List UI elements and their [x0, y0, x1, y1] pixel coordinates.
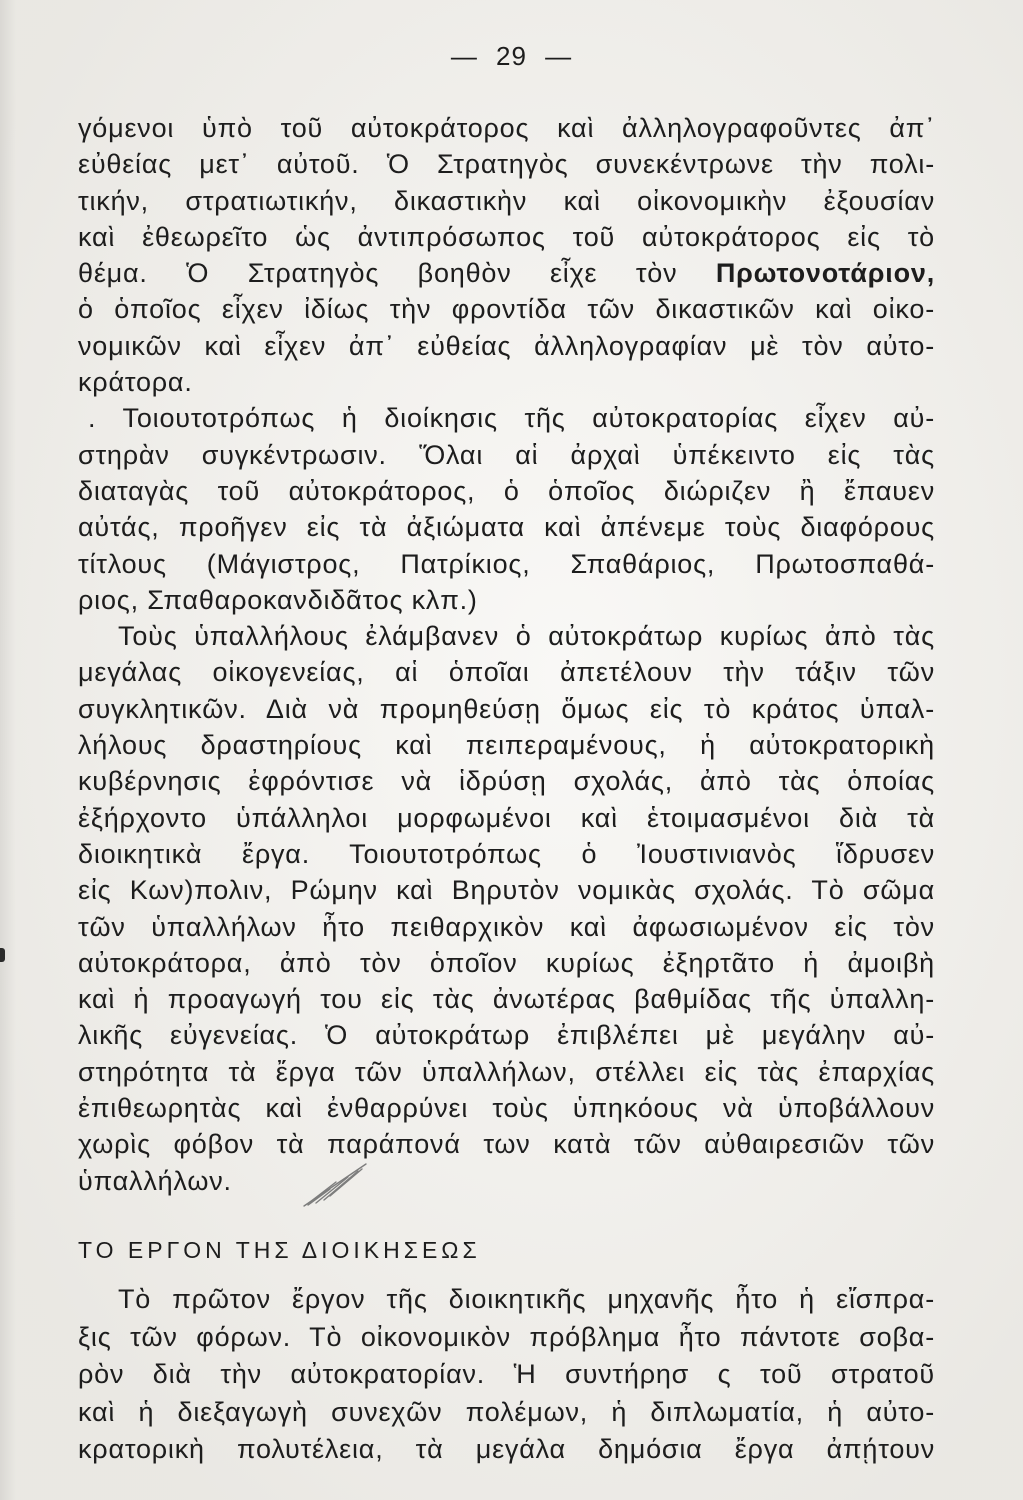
text-line-content: κυβέρνησις ἐφρόντισε νὰ ἱδρύσῃ σχολάς, ἀπὸ τὰς ὁποίας: [78, 766, 935, 797]
text-line-content: τικήν, στρατιωτικήν, δικαστικὴν καὶ οἰκονομικὴν ἐξουσίαν: [78, 185, 935, 216]
text-line: [78, 1431, 935, 1469]
text-line-content: εἰς Κων)πολιν, Ρώμην καὶ Βηρυτὸν νομικὰς σχολάς. Τὸ σῶμα: [78, 875, 935, 906]
text-line-content: αὐτάς, προῆγεν εἰς τὰ ἀξιώματα καὶ ἀπένεμε τοὺς διαφόρους: [78, 512, 935, 543]
paragraph: [78, 400, 935, 618]
text-line-content: ἐξήρχοντο ὑπάλληλοι μορφωμένοι καὶ ἑτοιμασμένοι διὰ τὰ: [78, 802, 935, 833]
text-line-content: στηρὰν συγκέντρωσιν. Ὅλαι αἱ ἀρχαὶ ὑπέκειντο εἰς τὰς: [78, 439, 935, 470]
text-line: [78, 437, 935, 473]
text-line: [78, 1090, 935, 1126]
bold-term: Πρωτονοτάριον,: [715, 258, 935, 289]
text-line: [78, 1054, 935, 1090]
text-line: [78, 146, 935, 182]
text-line-content: ἐπιθεωρητὰς καὶ ἐνθαρρύνει τοὺς ὑπηκόους νὰ ὑποβάλλουν: [78, 1093, 935, 1124]
text-line: [78, 219, 935, 255]
text-line: [78, 872, 935, 908]
text-line-content: καὶ ἡ διεξαγωγὴ συνεχῶν πολέμων, ἡ διπλωματία, ἡ αὐτο-: [78, 1396, 935, 1427]
text-line-content: γόμενοι ὑπὸ τοῦ αὐτοκράτορος καὶ ἀλληλογραφοῦντες ἀπ᾽: [78, 113, 935, 143]
text-line: [78, 981, 935, 1017]
text-line-content: διαταγὰς τοῦ αὐτοκράτορος, ὁ ὁποῖος διώριζεν ἢ ἔπαυεν: [78, 475, 935, 506]
text-line-content: καὶ ἡ προαγωγή του εἰς τὰς ἀνωτέρας βαθμίδας τῆς ὑπαλλη-: [78, 984, 935, 1015]
text-line: [78, 110, 935, 146]
text-line: [78, 763, 935, 799]
text-line-content: διοικητικὰ ἔργα. Τοιουτοτρόπως ὁ Ἰουστινιανὸς ἵδρυσεν: [78, 838, 935, 869]
text-line-content: στηρότητα τὰ ἔργα τῶν ὑπαλλήλων, στέλλει εἰς τὰς ἐπαρχίας: [78, 1056, 935, 1087]
text-line: [78, 691, 935, 727]
text-line-content: ρὸν διὰ τὴν αὐτοκρατορίαν. Ἡ συντήρησ ς τοῦ στρατοῦ: [78, 1359, 935, 1389]
text-line: [78, 945, 935, 981]
text-line: [78, 364, 935, 400]
text-line: [78, 546, 935, 582]
text-line-content: τῶν ὑπαλλήλων ἦτο πειθαρχικὸν καὶ ἀφωσιωμένον εἰς τὸν: [78, 911, 935, 942]
text-line: [78, 291, 935, 327]
margin-mark: [0, 948, 5, 962]
text-line: [78, 836, 935, 872]
text-line-content: . Τοιουτοτρόπως ἡ διοίκησις τῆς αὐτοκρατορίας εἶχεν αὐ-: [88, 403, 935, 434]
text-line-content: λήλους δραστηρίους καὶ πειπεραμένους, ἡ αὐτοκρατορικὴ: [78, 730, 935, 761]
body-text-block: [78, 1281, 935, 1469]
paragraph: [78, 110, 935, 400]
text-line: [78, 255, 935, 291]
pencil-mark: [300, 1160, 372, 1210]
text-line: [78, 1163, 935, 1199]
text-line-content: μεγάλας οἰκογενείας, αἱ ὁποῖαι ἀπετέλουν τὴν τάξιν τῶν: [78, 657, 935, 688]
text-line-content: τίτλους (Μάγιστρος, Πατρίκιος, Σπαθάριος, Πρωτοσπαθά-: [78, 548, 935, 579]
text-line: [78, 582, 935, 618]
body-text-block: [78, 110, 935, 1199]
text-line: [78, 473, 935, 509]
text-line-content: συγκλητικῶν. Διὰ νὰ προμηθεύσῃ ὅμως εἰς τὸ κράτος ὑπαλ-: [78, 693, 935, 724]
text-line-content: κράτορα.: [78, 367, 193, 398]
text-line-content: λικῆς εὐγενείας. Ὁ αὐτοκράτωρ ἐπιβλέπει μὲ μεγάλην αὐ-: [78, 1020, 935, 1051]
text-line: [78, 909, 935, 945]
text-line-content: αὐτοκράτορα, ἀπὸ τὸν ὁποῖον κυρίως ἐξηρτᾶτο ἡ ἀμοιβὴ: [78, 947, 935, 978]
text-line-content: καὶ ἐθεωρεῖτο ὡς ἀντιπρόσωπος τοῦ αὐτοκράτορος εἰς τὸ: [78, 221, 935, 252]
text-line: [78, 800, 935, 836]
text-line-content: ριος, Σπαθαροκανδιδᾶτος κλπ.): [78, 584, 478, 615]
text-line: [78, 400, 935, 436]
paragraph: [78, 618, 935, 1199]
text-line: [78, 1319, 935, 1357]
paragraph: [78, 1281, 935, 1469]
text-line-content: νομικῶν καὶ εἶχεν ἀπ᾽ εὐθείας ἀλληλογραφίαν μὲ τὸν αὐτο-: [78, 330, 935, 361]
text-line: [78, 618, 935, 654]
text-line: [78, 1017, 935, 1053]
text-line: [78, 183, 935, 219]
text-line: [78, 509, 935, 545]
text-run: θέμα. Ὁ Στρατηγὸς βοηθὸν εἶχε τὸν: [78, 258, 678, 289]
text-line: [78, 654, 935, 690]
text-line: [78, 727, 935, 763]
text-line-content: χωρὶς φόβον τὰ παράπονά των κατὰ τῶν αὐθαιρεσιῶν τῶν: [78, 1129, 935, 1160]
text-line: [78, 328, 935, 364]
text-line-content: κρατορικὴ πολυτέλεια, τὰ μεγάλα δημόσια ἔργα ἀπῄτουν: [78, 1434, 935, 1464]
text-line-content: Τοὺς ὑπαλλήλους ἐλάμβανεν ὁ αὐτοκράτωρ κυρίως ἀπὸ τὰς: [118, 621, 935, 652]
text-line: [78, 1394, 935, 1432]
text-line-content: ξις τῶν φόρων. Τὸ οἰκονομικὸν πρόβλημα ἦτο πάντοτε σοβα-: [78, 1321, 935, 1352]
text-line: [78, 1356, 935, 1394]
text-line-content: εὐθείας μετ᾽ αὐτοῦ. Ὁ Στρατηγὸς συνεκέντρωνε τὴν πολι-: [78, 149, 935, 180]
text-line-content: ὑπαλλήλων.: [78, 1165, 232, 1196]
text-line-content: ὁ ὁποῖος εἶχεν ἰδίως τὴν φροντίδα τῶν δικαστικῶν καὶ οἰκο-: [78, 294, 935, 325]
text-line-content: Τὸ πρῶτον ἔργον τῆς διοικητικῆς μηχανῆς ἦτο ἡ εἴσπρα-: [118, 1284, 935, 1314]
section-heading: ΤΟ ΕΡΓΟΝ ΤΗΣ ΔΙΟΙΚΗΣΕΩΣ: [78, 1237, 481, 1263]
text-line-content: [78, 255, 935, 291]
page-number: — 29 —: [450, 41, 573, 71]
text-line: [78, 1281, 935, 1319]
text-line: [78, 1126, 935, 1162]
